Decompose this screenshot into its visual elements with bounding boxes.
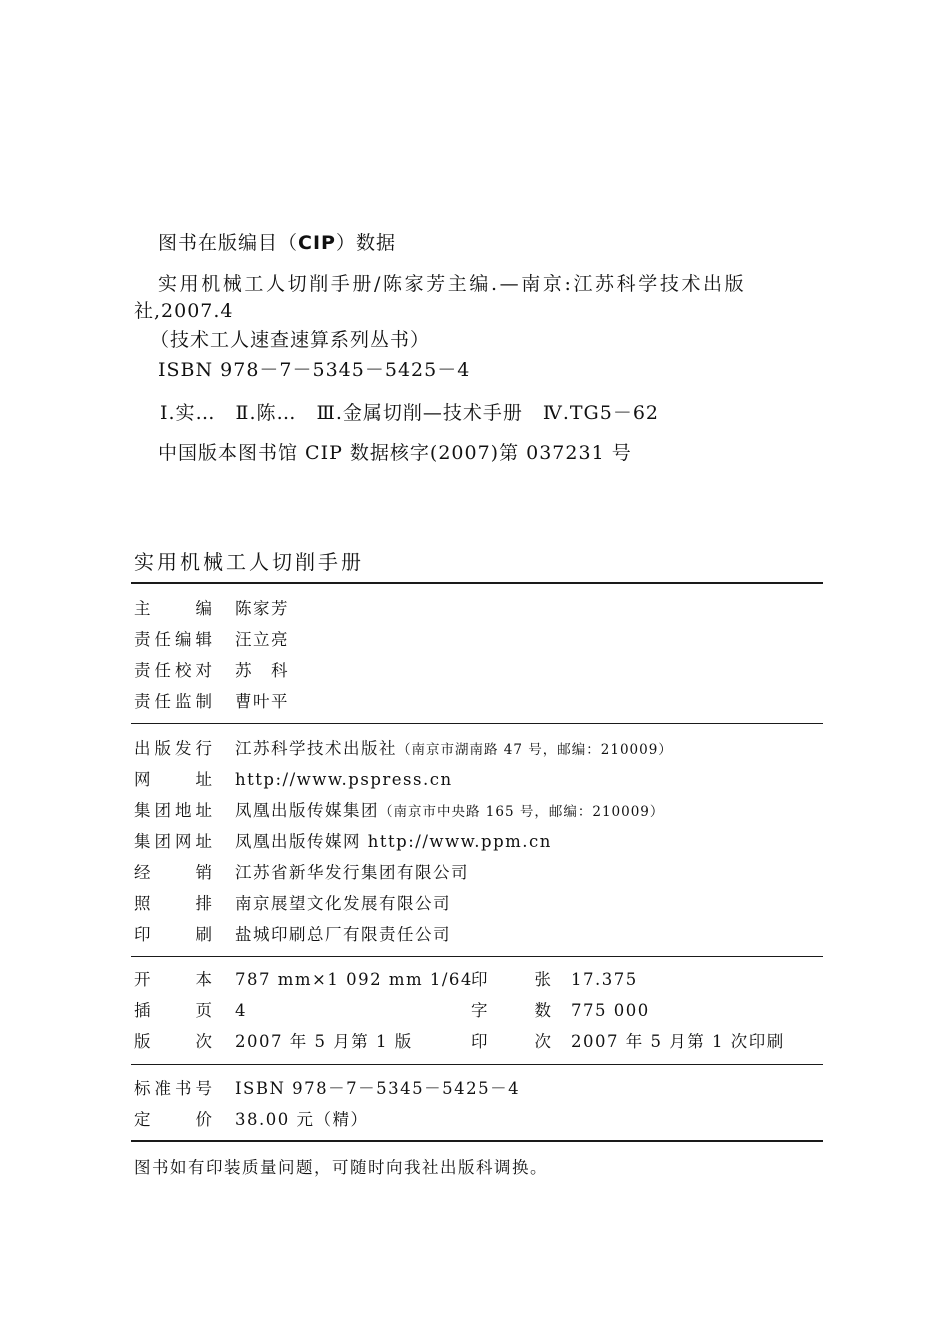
printer-label: 印刷 (134, 925, 214, 944)
group-name: 凤凰出版传媒集团 (235, 801, 379, 820)
price-value: 38.00 元（精） (235, 1110, 369, 1129)
publisher-label: 出版发行 (134, 739, 214, 758)
sheets-value: 17.375 (571, 970, 638, 989)
staff-label: 责任监制 (134, 692, 214, 711)
printing-value: 2007 年 5 月第 1 次印刷 (571, 1032, 785, 1051)
book-title: 实用机械工人切削手册 (134, 550, 364, 574)
edition-value: 2007 年 5 月第 1 版 (235, 1032, 413, 1051)
printer: 盐城印刷总厂有限责任公司 (235, 925, 451, 944)
divider (131, 1140, 823, 1142)
divider (131, 582, 823, 584)
staff-label: 主编 (134, 599, 214, 618)
staff-label: 责任编辑 (134, 630, 214, 649)
website-url: http://www.pspress.cn (235, 770, 453, 789)
typesetter: 南京展望文化发展有限公司 (235, 894, 451, 913)
sheets-label: 印张 (471, 970, 551, 989)
staff-value: 陈家芳 (235, 599, 289, 618)
staff-label: 责任校对 (134, 661, 214, 680)
price-label: 定价 (134, 1110, 214, 1129)
cip-number: 中国版本图书馆 CIP 数据核字(2007)第 037231 号 (158, 442, 632, 464)
cip-heading: 图书在版编目（CIP）数据 (158, 232, 396, 254)
website-label: 网址 (134, 770, 214, 789)
staff-value: 苏 科 (235, 661, 289, 680)
publisher-name: 江苏科学技术出版社 (235, 739, 397, 758)
staff-value: 汪立亮 (235, 630, 289, 649)
words-label: 字数 (471, 1001, 551, 1020)
divider (131, 1064, 823, 1065)
typeset-label: 照排 (134, 894, 214, 913)
cip-series: （技术工人速查速算系列丛书） (150, 329, 431, 351)
group-website-label: 集团网址 (134, 832, 214, 851)
publisher-address: （南京市湖南路 47 号，邮编：210009） (397, 742, 673, 758)
isbn-value: ISBN 978－7－5345－5425－4 (235, 1079, 521, 1098)
cip-main-entry-line1: 实用机械工人切削手册/陈家芳主编.—南京:江苏科学技术出版 (158, 273, 747, 295)
footer-note: 图书如有印装质量问题，可随时向我社出版科调换。 (134, 1158, 548, 1177)
format-label: 开本 (134, 970, 214, 989)
words-value: 775 000 (571, 1001, 650, 1020)
cip-main-entry-line2: 社,2007.4 (134, 300, 234, 322)
format-value: 787 mm×1 092 mm 1/64 (235, 970, 473, 989)
staff-value: 曹叶平 (235, 692, 289, 711)
group-website: 凤凰出版传媒网 http://www.ppm.cn (235, 832, 552, 851)
cip-subjects: Ⅰ.实… Ⅱ.陈… Ⅲ.金属切削—技术手册 Ⅳ.TG5－62 (160, 402, 659, 424)
group-address: （南京市中央路 165 号，邮编：210009） (379, 804, 665, 820)
edition-label: 版次 (134, 1032, 214, 1051)
plates-value: 4 (235, 1001, 247, 1020)
isbn-label: 标准书号 (134, 1079, 214, 1098)
group-address-label: 集团地址 (134, 801, 214, 820)
printing-label: 印次 (471, 1032, 551, 1051)
distributor: 江苏省新华发行集团有限公司 (235, 863, 469, 882)
divider (131, 723, 823, 724)
distributor-label: 经销 (134, 863, 214, 882)
plates-label: 插页 (134, 1001, 214, 1020)
cip-isbn: ISBN 978－7－5345－5425－4 (158, 359, 471, 381)
divider (131, 956, 823, 957)
